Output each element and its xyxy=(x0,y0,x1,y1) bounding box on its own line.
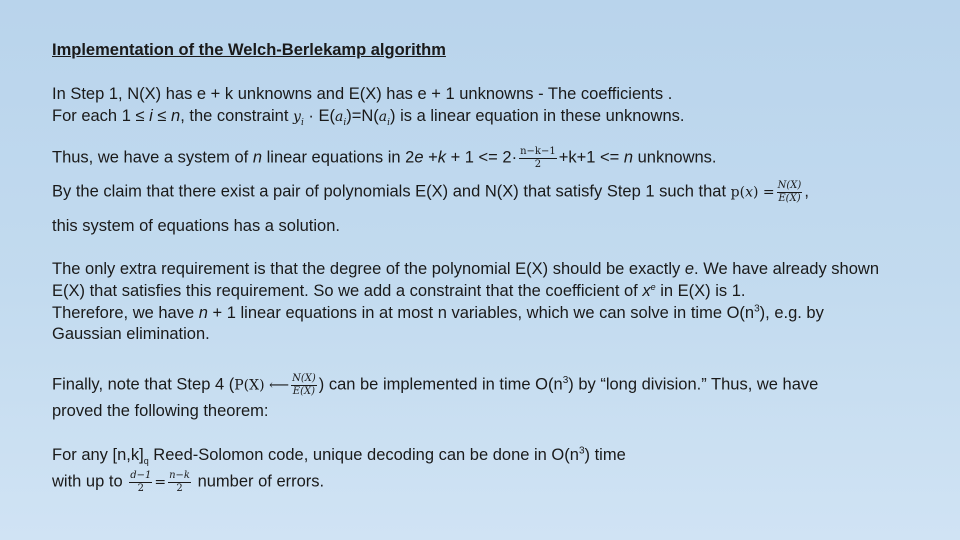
p2-line3: this system of equations has a solution. xyxy=(52,217,340,235)
p1-line1: In Step 1, N(X) has e + k unknowns and E(X) has e + 1 unknowns - The coefficients . xyxy=(52,85,673,103)
slide-title: Implementation of the Welch-Berlekamp algorithm xyxy=(52,41,446,59)
fraction-d-1-over-2: $\frac{d-1}{2}$ xyxy=(130,470,152,494)
p5-line1: For any $[n,k]_q$ Reed-Solomon code, unique decoding can be done in $O(n^3)$ time xyxy=(52,445,626,466)
p3-line2: E(X) that satisfies this requirement. So we add a constraint that the coefficient of $x^e$ in E(X) is 1. xyxy=(52,282,746,300)
fraction-nx-over-ex: $\frac{N(X)}{E(X)}$ xyxy=(777,180,802,204)
p3-line3: Therefore, we have n + 1 linear equations in at most n variables, which we can solve in time $O(n^3)$, e.g. by xyxy=(52,303,824,322)
fraction-n-k-1-over-2: $\frac{n-k-1}{2}$ xyxy=(520,146,556,170)
p3-line4: Gaussian elimination. xyxy=(52,325,210,343)
p2-line1: Thus, we have a system of n linear equations in 2e +k + 1 <= 2· $\frac{n-k-1}{2}$ +k+1 <= n unknowns. xyxy=(52,146,717,170)
p2-line2: By the claim that there exist a pair of polynomials E(X) and N(X) that satisfy Step 1 such that p(x) = $\frac{N(X)}{E(X)}$ , xyxy=(52,180,809,204)
p5-line2: with up to $\frac{d-1}{2}$ = $\frac{n-k}{2}$ number of errors. xyxy=(52,470,325,494)
fraction-n-k-over-2: $\frac{n-k}{2}$ xyxy=(169,470,190,494)
p4-line1: Finally, note that Step 4 (P(X) ⟵ $\frac{N(X)}{E(X)}$ ) can be implemented in time $O(n^3)$ by “long division.” Thus, we have xyxy=(52,373,819,397)
p1-line2: For each 1 ≤ i ≤ n, the constraint $y_i \cdot E(a_i)=N(a_i)$ is a linear equation in these unknowns. xyxy=(52,107,685,128)
p4-line2: proved the following theorem: xyxy=(52,402,269,420)
p3-line1: The only extra requirement is that the degree of the polynomial E(X) should be exactly e. We have already shown xyxy=(52,260,879,278)
fraction-step4: $\frac{N(X)}{E(X)}$ xyxy=(292,373,316,397)
